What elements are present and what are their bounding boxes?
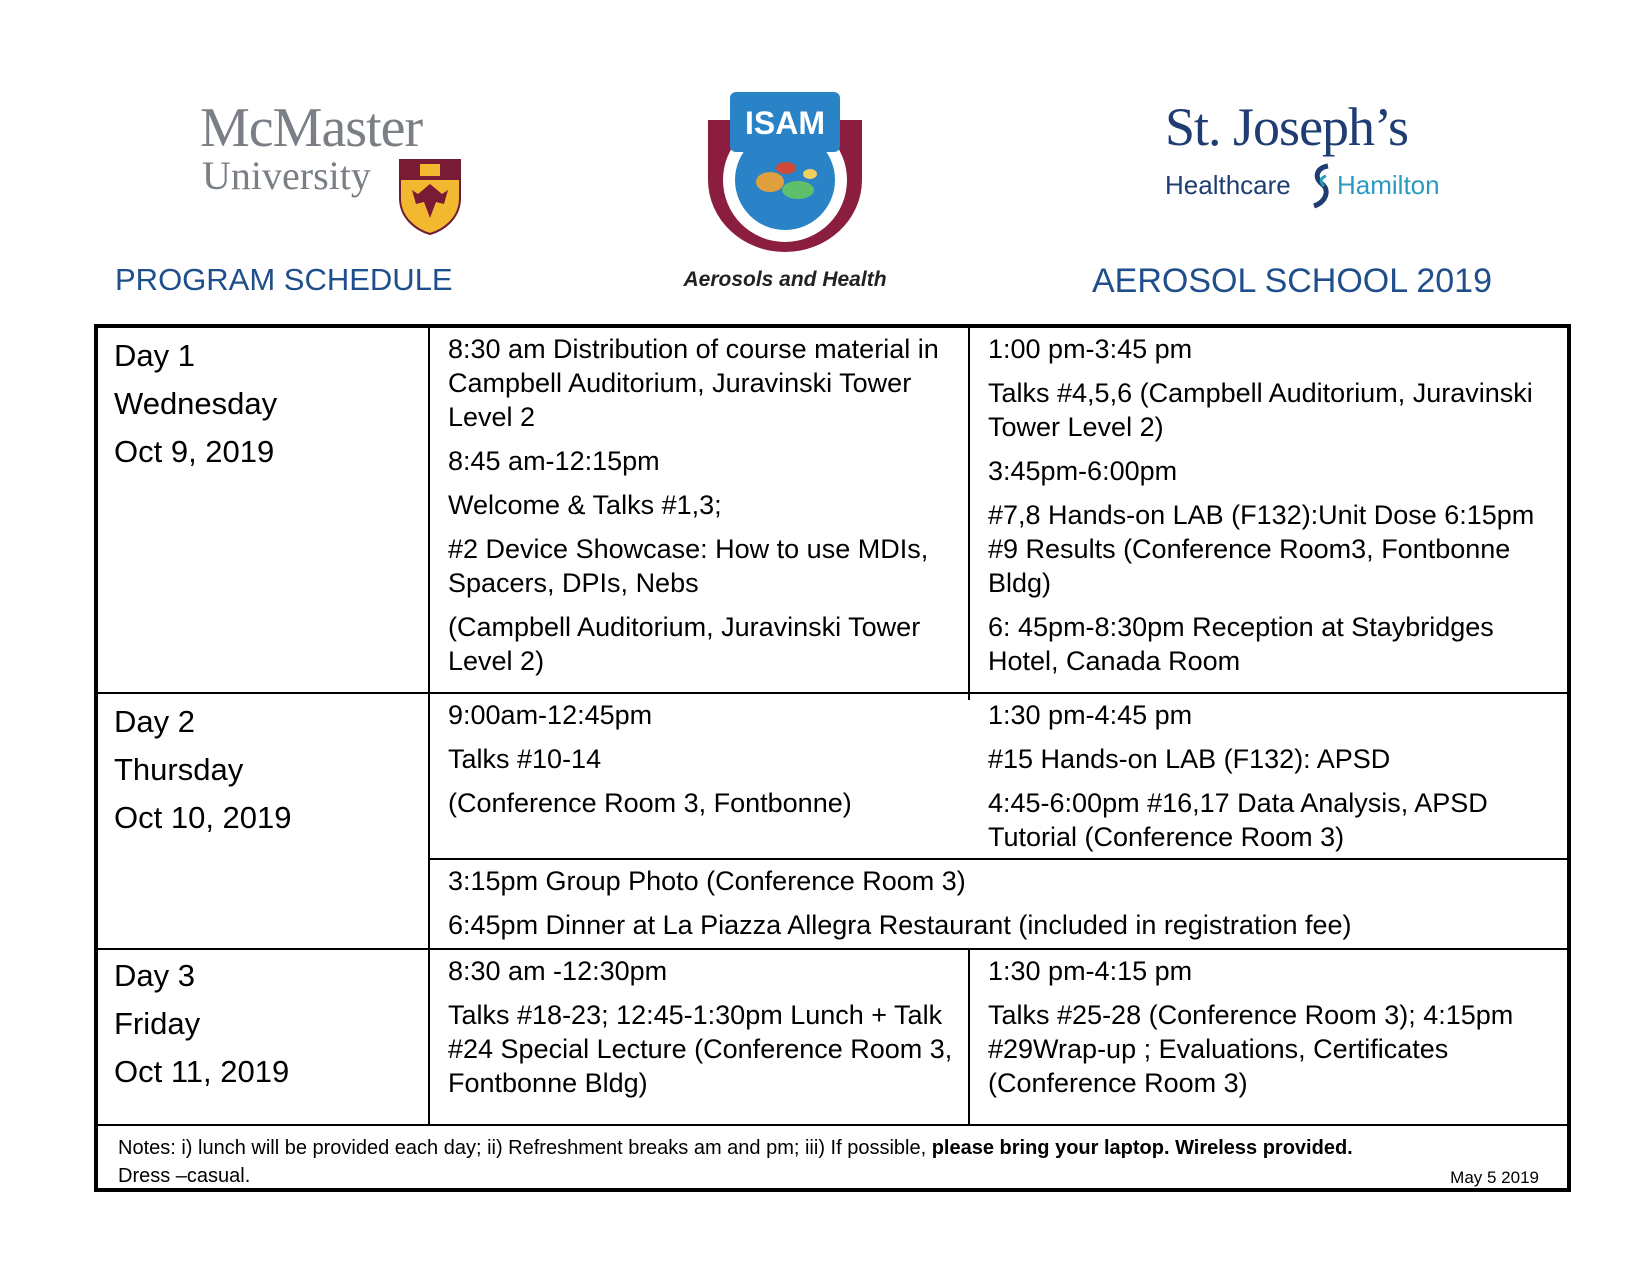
- isam-logo: [700, 90, 870, 255]
- schedule-line: #7,8 Hands-on LAB (F132):Unit Dose 6:15pm #9 Results (Conference Room3, Fontbonne Bldg): [988, 500, 1535, 598]
- mcmaster-name: McMaster: [200, 97, 423, 159]
- notes-bold: please bring your laptop. Wireless provided.: [931, 1137, 1353, 1159]
- schedule-line: (Campbell Auditorium, Juravinski Tower Level 2): [448, 612, 921, 676]
- stjosephs-name: St. Joseph’s: [1165, 97, 1409, 157]
- day3-label: [114, 958, 414, 1106]
- row-divider-1: [98, 692, 1567, 694]
- program-schedule-heading: PROGRAM SCHEDULE: [115, 262, 453, 297]
- schedule-line: Talks #10-14: [448, 744, 602, 774]
- stjosephs-hamilton: Hamilton: [1337, 170, 1440, 200]
- schedule-table: [94, 324, 1571, 1192]
- day3-morning: [448, 954, 958, 1110]
- schedule-line: 8:30 am -12:30pm: [448, 956, 668, 986]
- schedule-line: 3:45pm-6:00pm: [988, 456, 1178, 486]
- day1-weekday: Wednesday: [114, 386, 278, 421]
- day2-afternoon: [988, 698, 1558, 864]
- isam-tagline: Aerosols and Health: [683, 268, 887, 291]
- row-divider-4: [98, 1124, 1567, 1126]
- schedule-line: Talks #18-23; 12:45-1:30pm Lunch + Talk #24 Special Lecture (Conference Room 3, Fontbonne Bldg): [448, 1000, 953, 1098]
- schedule-line: 8:45 am-12:15pm: [448, 446, 660, 476]
- mcmaster-logo: [200, 97, 470, 240]
- day2-number: Day 2: [114, 704, 195, 739]
- day2-morning: [448, 698, 958, 830]
- schedule-line: 3:15pm Group Photo (Conference Room 3): [448, 866, 966, 896]
- day1-date: Oct 9, 2019: [114, 434, 275, 469]
- day1-morning: [448, 332, 958, 688]
- isam-emblem-icon: [700, 90, 870, 255]
- isam-acronym: ISAM: [745, 105, 825, 141]
- day2-weekday: Thursday: [114, 752, 244, 787]
- revision-date: May 5 2019: [1450, 1168, 1539, 1187]
- day3-weekday: Friday: [114, 1006, 201, 1041]
- stjosephs-healthcare: Healthcare: [1165, 170, 1291, 200]
- notes: [118, 1134, 1548, 1190]
- schedule-line: #2 Device Showcase: How to use MDIs, Spacers, DPIs, Nebs: [448, 534, 929, 598]
- schedule-line: 1:30 pm-4:15 pm: [988, 956, 1193, 986]
- day3-number: Day 3: [114, 958, 195, 993]
- day2-label: [114, 704, 414, 852]
- day1-number: Day 1: [114, 338, 195, 373]
- schedule-line: 1:00 pm-3:45 pm: [988, 334, 1193, 364]
- mcmaster-crest-icon: [398, 158, 462, 236]
- schedule-line: Talks #25-28 (Conference Room 3); 4:15pm #29Wrap-up ; Evaluations, Certificates (Conference Room 3): [988, 1000, 1514, 1098]
- day3-afternoon: [988, 954, 1558, 1110]
- schedule-line: Talks #4,5,6 (Campbell Auditorium, Juravinski Tower Level 2): [988, 378, 1533, 442]
- stjosephs-logo: [1160, 97, 1460, 220]
- day2-date: Oct 10, 2019: [114, 800, 292, 835]
- stjosephs-mark-icon: [1308, 162, 1334, 210]
- schedule-line: #15 Hands-on LAB (F132): APSD: [988, 744, 1391, 774]
- schedule-line: (Conference Room 3, Fontbonne): [448, 788, 852, 818]
- schedule-line: 8:30 am Distribution of course material in Campbell Auditorium, Juravinski Tower Level 2: [448, 334, 939, 432]
- schedule-line: 6: 45pm-8:30pm Reception at Staybridges Hotel, Canada Room: [988, 612, 1494, 676]
- aerosol-school-heading: AEROSOL SCHOOL 2019: [1092, 262, 1492, 300]
- col-divider-2b: [968, 948, 970, 1124]
- notes-dress: Dress –casual.: [118, 1165, 251, 1187]
- day1-label: [114, 338, 414, 486]
- notes-text: Notes: i) lunch will be provided each day; ii) Refreshment breaks am and pm; iii) If possible,: [118, 1137, 932, 1159]
- schedule-line: Welcome & Talks #1,3;: [448, 490, 722, 520]
- day2-evening: [448, 864, 1558, 952]
- schedule-line: 6:45pm Dinner at La Piazza Allegra Restaurant (included in registration fee): [448, 910, 1352, 940]
- mcmaster-university: University: [202, 153, 371, 198]
- col-divider-2: [968, 328, 970, 700]
- day1-afternoon: [988, 332, 1558, 688]
- day3-date: Oct 11, 2019: [114, 1054, 290, 1089]
- schedule-line: 4:45-6:00pm #16,17 Data Analysis, APSD Tutorial (Conference Room 3): [988, 788, 1488, 852]
- col-divider-1: [428, 328, 430, 1124]
- schedule-line: 9:00am-12:45pm: [448, 700, 653, 730]
- schedule-line: 1:30 pm-4:45 pm: [988, 700, 1193, 730]
